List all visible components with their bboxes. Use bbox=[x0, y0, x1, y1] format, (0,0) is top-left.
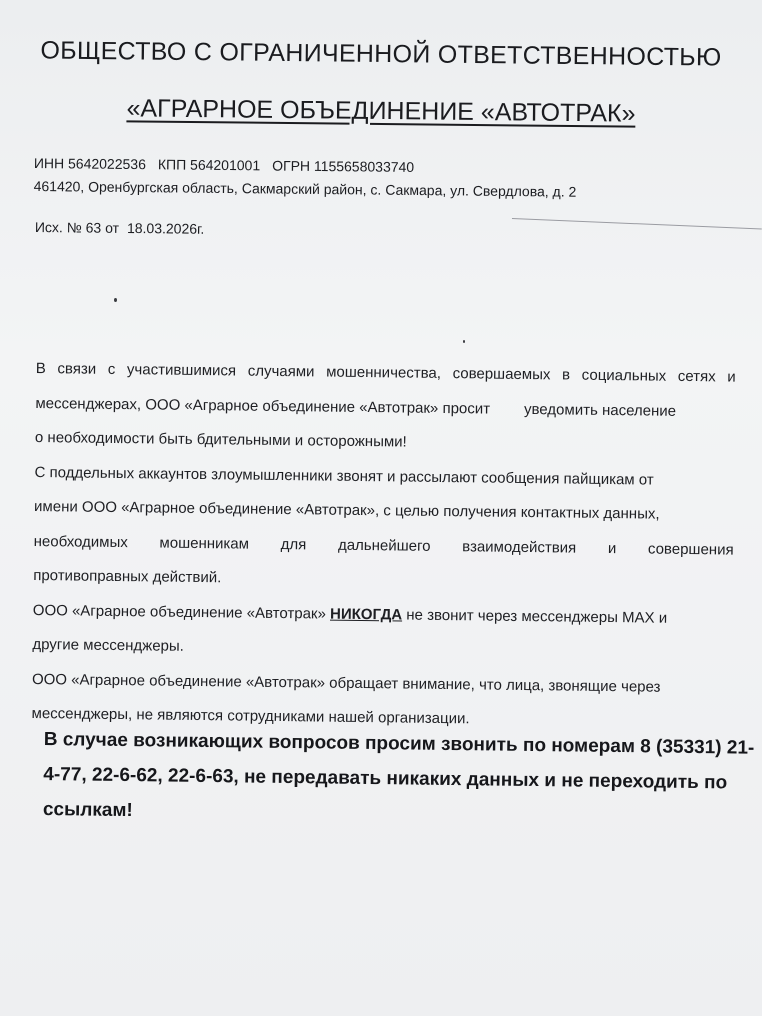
outgoing-label: Исх. № 63 от bbox=[34, 219, 120, 236]
paragraph-4-line-1: ООО «Аграрное объединение «Автотрак» обращает внимание, что лица, звонящие через bbox=[31, 670, 661, 696]
paragraph-4-line-2: мессенджеры, не являются сотрудниками нашей организации. bbox=[31, 704, 470, 728]
signature-line bbox=[512, 218, 762, 229]
paragraph-2-line-3: необходимых мошенникам для дальнейшего взаимодействия и совершения bbox=[33, 532, 734, 559]
paragraph-2-line-2: имени ООО «Аграрное объединение «Автотрак», с целью получения контактных данных, bbox=[34, 497, 660, 523]
contact-warning-line-2: 4-77, 22-6-62, 22-6-63, не передавать никаких данных и не переходить по bbox=[43, 763, 728, 794]
paragraph-1-line-3: о необходимости быть бдительными и осторожными! bbox=[34, 428, 407, 451]
contact-warning-line-1: В случае возникающих вопросов просим звонить по номерам 8 (35331) 21- bbox=[43, 728, 755, 759]
paper-speck bbox=[463, 340, 465, 343]
paragraph-3-line-2: другие мессенджеры. bbox=[32, 635, 185, 655]
paragraph-2-line-1: С поддельных аккаунтов злоумышленники звонят и рассылают сообщения пайщикам от bbox=[34, 463, 654, 489]
paragraph-1-line-1: В связи с участившимися случаями мошенничества, совершаемых в социальных сетях и bbox=[35, 359, 736, 386]
kpp-number: КПП 564201001 bbox=[157, 156, 261, 174]
outgoing-date: 18.03.2026г. bbox=[126, 219, 205, 237]
notice-body bbox=[31, 352, 736, 740]
contact-warning-line-3: ссылкам! bbox=[42, 798, 133, 822]
paper-speck bbox=[114, 298, 117, 302]
company-form-title: ОБЩЕСТВО С ОГРАНИЧЕННОЙ ОТВЕТСТВЕННОСТЬЮ bbox=[40, 36, 722, 72]
paragraph-3-line-1: ООО «Аграрное объединение «Автотрак» НИКОГДА не звонит через мессенджеры MAX и bbox=[32, 601, 668, 627]
never-emphasis: НИКОГДА bbox=[329, 605, 403, 623]
paragraph-2-line-4: противоправных действий. bbox=[33, 566, 222, 587]
company-requisites bbox=[34, 152, 734, 205]
outgoing-number bbox=[35, 219, 205, 237]
inn-number: ИНН 5642022536 bbox=[33, 154, 147, 173]
paragraph-1-line-2: мессенджерах, ООО «Аграрное объединение «Автотрак» просит уведомить население bbox=[35, 394, 677, 420]
company-name-title: «АГРАРНОЕ ОБЪЕДИНЕНИЕ «АВТОТРАК» bbox=[126, 94, 636, 128]
ogrn-number: ОГРН 1155658033740 bbox=[272, 157, 415, 175]
company-address: 461420, Оренбургская область, Сакмарский район, с. Сакмара, ул. Свердлова, д. 2 bbox=[33, 177, 577, 200]
contact-warning bbox=[42, 722, 755, 835]
